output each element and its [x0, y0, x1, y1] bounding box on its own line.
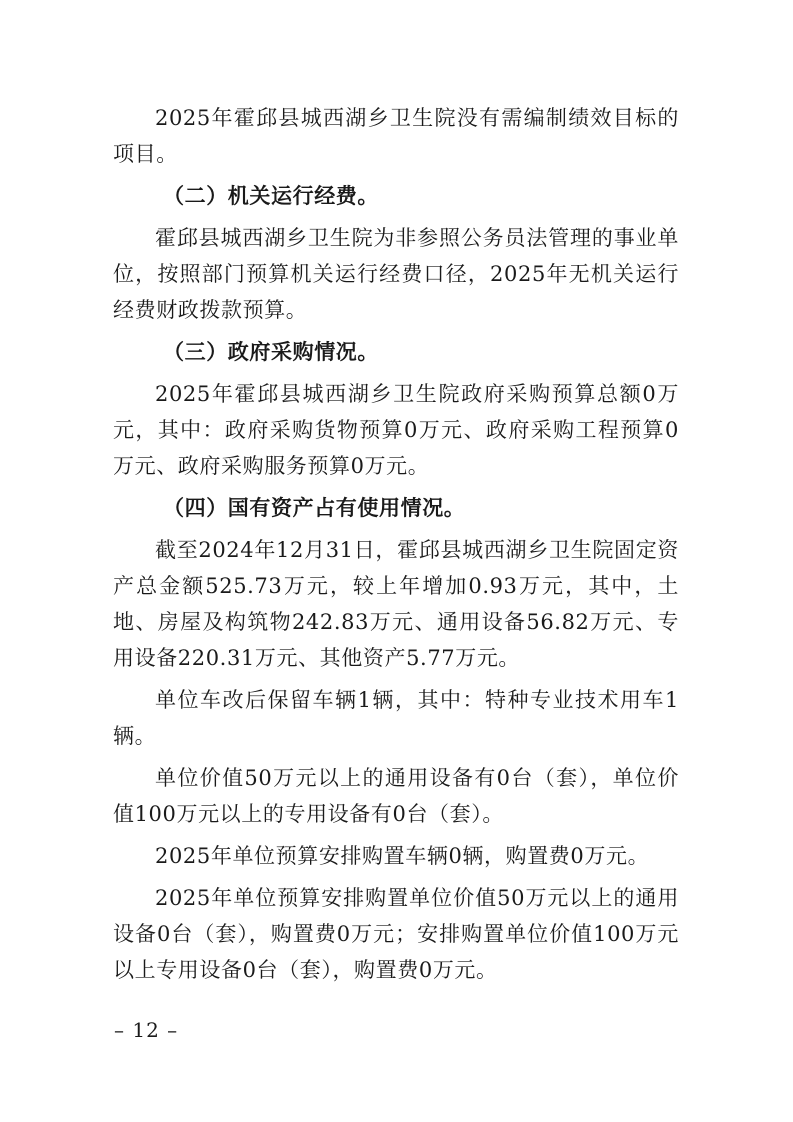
heading-government-procurement: （三）政府采购情况。 [163, 339, 379, 364]
paragraph-fixed-assets: 截至2024年12月31日，霍邱县城西湖乡卫生院固定资产总金额525.73万元，较上年增加0.93万元，其中，土地、房屋及构筑物242.83万元、通用设备56.82万元、专用设备220.31万元、其他资产5.77万元。 [113, 538, 679, 670]
heading-state-assets: （四）国有资产占有使用情况。 [163, 495, 466, 520]
document-body [113, 100, 679, 994]
paragraph-vehicles-retained: 单位车改后保留车辆1辆，其中：特种专业技术用车1辆。 [113, 688, 679, 748]
heading-operating-expenses: （二）机关运行经费。 [163, 183, 379, 208]
paragraph-equipment-count: 单位价值50万元以上的通用设备有0台（套），单位价值100万元以上的专用设备有0台（套）。 [113, 766, 679, 826]
paragraph-vehicle-purchase: 2025年单位预算安排购置车辆0辆，购置费0万元。 [155, 844, 650, 868]
paragraph-no-performance-targets: 2025年霍邱县城西湖乡卫生院没有需编制绩效目标的项目。 [113, 106, 679, 166]
paragraph-government-procurement: 2025年霍邱县城西湖乡卫生院政府采购预算总额0万元，其中：政府采购货物预算0万元、政府采购工程预算0万元、政府采购服务预算0万元。 [113, 382, 679, 478]
paragraph-operating-expenses: 霍邱县城西湖乡卫生院为非参照公务员法管理的事业单位，按照部门预算机关运行经费口径，2025年无机关运行经费财政拨款预算。 [113, 226, 679, 322]
page-number: – 12 – [114, 1018, 179, 1042]
paragraph-equipment-purchase: 2025年单位预算安排购置单位价值50万元以上的通用设备0台（套），购置费0万元；安排购置单位价值100万元以上专用设备0台（套），购置费0万元。 [113, 886, 679, 982]
